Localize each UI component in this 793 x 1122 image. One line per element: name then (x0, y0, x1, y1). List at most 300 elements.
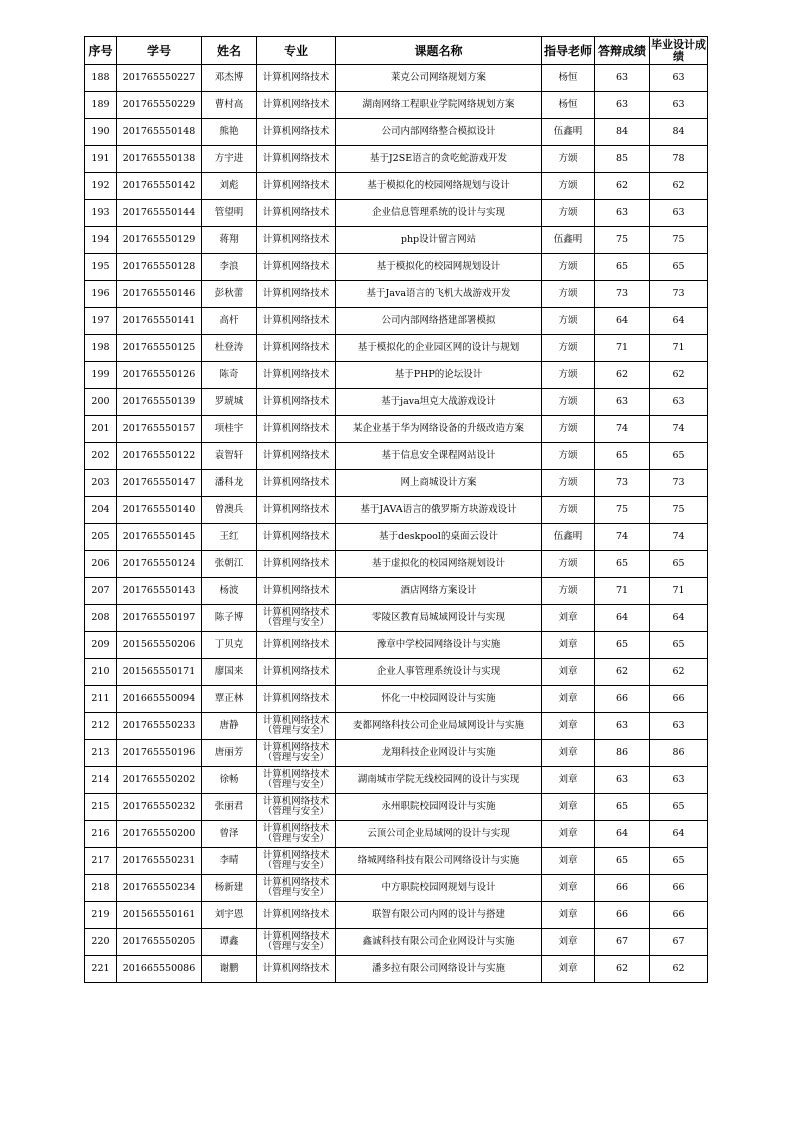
cell-defense-score: 62 (595, 173, 650, 200)
cell-name: 项桂宇 (202, 416, 257, 443)
cell-advisor: 刘章 (542, 767, 595, 794)
cell-major: 计算机网络技术 (257, 254, 336, 281)
table-row (85, 767, 708, 794)
cell-student-id: 201765550144 (117, 200, 202, 227)
cell-student-id: 201765550129 (117, 227, 202, 254)
cell-name: 王红 (202, 524, 257, 551)
cell-topic: 永州职院校园网设计与实施 (336, 794, 542, 821)
cell-defense-score: 66 (595, 902, 650, 929)
cell-topic: 某企业基于华为网络设备的升级改造方案 (336, 416, 542, 443)
cell-seq: 221 (85, 956, 117, 983)
cell-student-id: 201765550200 (117, 821, 202, 848)
table-row (85, 254, 708, 281)
cell-seq: 190 (85, 119, 117, 146)
cell-advisor: 方颂 (542, 551, 595, 578)
cell-defense-score: 65 (595, 443, 650, 470)
cell-topic: 鑫诚科技有限公司企业网设计与实施 (336, 929, 542, 956)
cell-topic: 企业信息管理系统的设计与实现 (336, 200, 542, 227)
cell-defense-score: 65 (595, 794, 650, 821)
cell-seq: 194 (85, 227, 117, 254)
cell-defense-score: 63 (595, 92, 650, 119)
cell-defense-score: 74 (595, 524, 650, 551)
cell-seq: 220 (85, 929, 117, 956)
cell-seq: 188 (85, 65, 117, 92)
cell-topic: 络城网络科技有限公司网络设计与实施 (336, 848, 542, 875)
cell-advisor: 方颂 (542, 335, 595, 362)
cell-student-id: 201665550086 (117, 956, 202, 983)
cell-seq: 189 (85, 92, 117, 119)
table-row (85, 875, 708, 902)
table-row (85, 416, 708, 443)
cell-seq: 216 (85, 821, 117, 848)
cell-final-score: 67 (650, 929, 708, 956)
cell-topic: 龙翔科技企业网设计与实施 (336, 740, 542, 767)
table-row (85, 551, 708, 578)
cell-name: 张丽君 (202, 794, 257, 821)
cell-seq: 212 (85, 713, 117, 740)
cell-name: 陈子博 (202, 605, 257, 632)
cell-major: 计算机网络技术（管理与安全） (257, 794, 336, 821)
table-row (85, 227, 708, 254)
cell-defense-score: 62 (595, 659, 650, 686)
cell-name: 袁智轩 (202, 443, 257, 470)
table-row (85, 956, 708, 983)
cell-defense-score: 85 (595, 146, 650, 173)
cell-student-id: 201765550229 (117, 92, 202, 119)
cell-seq: 201 (85, 416, 117, 443)
header-defense-score: 答辩成绩 (595, 37, 650, 65)
cell-topic: 零陵区教育局城域网设计与实现 (336, 605, 542, 632)
cell-major: 计算机网络技术 (257, 497, 336, 524)
cell-final-score: 62 (650, 173, 708, 200)
table-row (85, 929, 708, 956)
header-advisor: 指导老师 (542, 37, 595, 65)
cell-defense-score: 64 (595, 821, 650, 848)
cell-seq: 213 (85, 740, 117, 767)
cell-topic: 企业人事管理系统设计与实现 (336, 659, 542, 686)
cell-final-score: 66 (650, 686, 708, 713)
cell-advisor: 刘章 (542, 902, 595, 929)
cell-major: 计算机网络技术 (257, 686, 336, 713)
cell-name: 廖国来 (202, 659, 257, 686)
cell-major: 计算机网络技术 (257, 578, 336, 605)
cell-major: 计算机网络技术 (257, 65, 336, 92)
cell-advisor: 杨恒 (542, 65, 595, 92)
cell-advisor: 刘章 (542, 632, 595, 659)
cell-name: 高杆 (202, 308, 257, 335)
header-major: 专业 (257, 37, 336, 65)
cell-name: 徐畅 (202, 767, 257, 794)
cell-major: 计算机网络技术 (257, 389, 336, 416)
cell-topic: 酒店网络方案设计 (336, 578, 542, 605)
cell-student-id: 201565550161 (117, 902, 202, 929)
cell-student-id: 201765550227 (117, 65, 202, 92)
cell-seq: 200 (85, 389, 117, 416)
cell-major: 计算机网络技术 (257, 470, 336, 497)
cell-name: 张朝江 (202, 551, 257, 578)
cell-final-score: 64 (650, 821, 708, 848)
cell-defense-score: 73 (595, 470, 650, 497)
cell-defense-score: 65 (595, 632, 650, 659)
cell-topic: 公司内部网络整合模拟设计 (336, 119, 542, 146)
cell-final-score: 75 (650, 497, 708, 524)
cell-name: 杜登涛 (202, 335, 257, 362)
cell-advisor: 刘章 (542, 659, 595, 686)
cell-student-id: 201765550232 (117, 794, 202, 821)
cell-major: 计算机网络技术（管理与安全） (257, 740, 336, 767)
cell-final-score: 66 (650, 875, 708, 902)
cell-defense-score: 66 (595, 686, 650, 713)
table-row (85, 713, 708, 740)
cell-advisor: 方颂 (542, 254, 595, 281)
cell-topic: 基于模拟化的校园网络规划与设计 (336, 173, 542, 200)
cell-topic: 联智有限公司内网的设计与搭建 (336, 902, 542, 929)
cell-name: 李晴 (202, 848, 257, 875)
cell-advisor: 刘章 (542, 929, 595, 956)
cell-major: 计算机网络技术 (257, 308, 336, 335)
cell-name: 陈奇 (202, 362, 257, 389)
table-row (85, 65, 708, 92)
cell-name: 谢鹏 (202, 956, 257, 983)
cell-student-id: 201765550122 (117, 443, 202, 470)
cell-advisor: 刘章 (542, 956, 595, 983)
cell-major: 计算机网络技术（管理与安全） (257, 713, 336, 740)
cell-defense-score: 65 (595, 254, 650, 281)
cell-defense-score: 63 (595, 389, 650, 416)
cell-final-score: 74 (650, 416, 708, 443)
cell-advisor: 方颂 (542, 173, 595, 200)
cell-student-id: 201765550139 (117, 389, 202, 416)
cell-seq: 199 (85, 362, 117, 389)
cell-major: 计算机网络技术 (257, 281, 336, 308)
cell-advisor: 方颂 (542, 389, 595, 416)
cell-topic: 基于PHP的论坛设计 (336, 362, 542, 389)
cell-final-score: 65 (650, 632, 708, 659)
cell-topic: 麦都网络科技公司企业局域网设计与实施 (336, 713, 542, 740)
cell-name: 曾澳兵 (202, 497, 257, 524)
cell-student-id: 201765550147 (117, 470, 202, 497)
cell-topic: 基于J2SE语言的贪吃蛇游戏开发 (336, 146, 542, 173)
cell-topic: php设计留言网站 (336, 227, 542, 254)
cell-defense-score: 63 (595, 200, 650, 227)
cell-topic: 基于模拟化的校园网规划设计 (336, 254, 542, 281)
cell-name: 潘科龙 (202, 470, 257, 497)
table-row (85, 200, 708, 227)
cell-advisor: 方颂 (542, 578, 595, 605)
cell-seq: 210 (85, 659, 117, 686)
cell-student-id: 201765550197 (117, 605, 202, 632)
cell-final-score: 63 (650, 92, 708, 119)
table-row (85, 173, 708, 200)
cell-final-score: 63 (650, 767, 708, 794)
cell-topic: 怀化一中校园网设计与实施 (336, 686, 542, 713)
cell-defense-score: 62 (595, 956, 650, 983)
cell-seq: 204 (85, 497, 117, 524)
cell-student-id: 201765550233 (117, 713, 202, 740)
cell-final-score: 65 (650, 794, 708, 821)
cell-name: 管望明 (202, 200, 257, 227)
cell-student-id: 201765550125 (117, 335, 202, 362)
cell-seq: 215 (85, 794, 117, 821)
cell-defense-score: 86 (595, 740, 650, 767)
cell-major: 计算机网络技术 (257, 335, 336, 362)
table-header (85, 37, 708, 65)
cell-advisor: 方颂 (542, 281, 595, 308)
cell-student-id: 201765550140 (117, 497, 202, 524)
cell-major: 计算机网络技术 (257, 956, 336, 983)
table-row (85, 389, 708, 416)
cell-name: 蒋翔 (202, 227, 257, 254)
table-row (85, 281, 708, 308)
table-row (85, 578, 708, 605)
cell-final-score: 65 (650, 848, 708, 875)
cell-final-score: 65 (650, 551, 708, 578)
cell-name: 丁贝克 (202, 632, 257, 659)
cell-name: 谭鑫 (202, 929, 257, 956)
cell-name: 方宇进 (202, 146, 257, 173)
table-row (85, 470, 708, 497)
header-name: 姓名 (202, 37, 257, 65)
table-row (85, 605, 708, 632)
cell-defense-score: 63 (595, 65, 650, 92)
cell-name: 覃正林 (202, 686, 257, 713)
cell-student-id: 201765550202 (117, 767, 202, 794)
cell-topic: 潘多拉有限公司网络设计与实施 (336, 956, 542, 983)
cell-major: 计算机网络技术 (257, 119, 336, 146)
cell-name: 罗琥城 (202, 389, 257, 416)
cell-student-id: 201765550128 (117, 254, 202, 281)
cell-student-id: 201765550148 (117, 119, 202, 146)
cell-seq: 196 (85, 281, 117, 308)
cell-advisor: 刘章 (542, 713, 595, 740)
cell-final-score: 62 (650, 362, 708, 389)
cell-major: 计算机网络技术 (257, 416, 336, 443)
cell-major: 计算机网络技术 (257, 524, 336, 551)
cell-name: 李浪 (202, 254, 257, 281)
cell-advisor: 方颂 (542, 146, 595, 173)
cell-final-score: 63 (650, 389, 708, 416)
cell-advisor: 方颂 (542, 416, 595, 443)
cell-seq: 192 (85, 173, 117, 200)
cell-advisor: 方颂 (542, 443, 595, 470)
cell-seq: 195 (85, 254, 117, 281)
grade-table (84, 36, 708, 983)
cell-seq: 191 (85, 146, 117, 173)
cell-advisor: 伍鑫明 (542, 524, 595, 551)
cell-defense-score: 62 (595, 362, 650, 389)
cell-topic: 莱克公司网络规划方案 (336, 65, 542, 92)
cell-student-id: 201765550138 (117, 146, 202, 173)
cell-name: 刘彪 (202, 173, 257, 200)
cell-advisor: 方颂 (542, 308, 595, 335)
cell-final-score: 71 (650, 578, 708, 605)
table-row (85, 524, 708, 551)
cell-name: 唐静 (202, 713, 257, 740)
cell-major: 计算机网络技术 (257, 227, 336, 254)
cell-defense-score: 66 (595, 875, 650, 902)
cell-student-id: 201765550234 (117, 875, 202, 902)
cell-student-id: 201565550171 (117, 659, 202, 686)
cell-seq: 208 (85, 605, 117, 632)
cell-final-score: 63 (650, 65, 708, 92)
table-row (85, 362, 708, 389)
cell-advisor: 伍鑫明 (542, 227, 595, 254)
cell-student-id: 201765550146 (117, 281, 202, 308)
table-row (85, 686, 708, 713)
cell-major: 计算机网络技术（管理与安全） (257, 875, 336, 902)
table-row (85, 92, 708, 119)
cell-student-id: 201765550142 (117, 173, 202, 200)
cell-name: 曹村高 (202, 92, 257, 119)
cell-seq: 205 (85, 524, 117, 551)
cell-major: 计算机网络技术 (257, 443, 336, 470)
cell-seq: 217 (85, 848, 117, 875)
cell-seq: 209 (85, 632, 117, 659)
cell-major: 计算机网络技术 (257, 551, 336, 578)
cell-major: 计算机网络技术（管理与安全） (257, 605, 336, 632)
cell-advisor: 刘章 (542, 848, 595, 875)
cell-seq: 198 (85, 335, 117, 362)
cell-student-id: 201765550157 (117, 416, 202, 443)
cell-final-score: 74 (650, 524, 708, 551)
cell-topic: 基于deskpool的桌面云设计 (336, 524, 542, 551)
cell-advisor: 方颂 (542, 470, 595, 497)
cell-final-score: 63 (650, 713, 708, 740)
cell-seq: 206 (85, 551, 117, 578)
cell-final-score: 62 (650, 956, 708, 983)
cell-defense-score: 74 (595, 416, 650, 443)
cell-advisor: 方颂 (542, 200, 595, 227)
cell-student-id: 201765550143 (117, 578, 202, 605)
cell-student-id: 201765550196 (117, 740, 202, 767)
cell-major: 计算机网络技术 (257, 146, 336, 173)
cell-major: 计算机网络技术 (257, 200, 336, 227)
cell-name: 邓杰博 (202, 65, 257, 92)
cell-topic: 公司内部网络搭建部署模拟 (336, 308, 542, 335)
cell-topic: 网上商城设计方案 (336, 470, 542, 497)
cell-final-score: 73 (650, 470, 708, 497)
cell-seq: 219 (85, 902, 117, 929)
table-row (85, 497, 708, 524)
cell-name: 唐丽芳 (202, 740, 257, 767)
cell-final-score: 65 (650, 443, 708, 470)
cell-name: 曾泽 (202, 821, 257, 848)
cell-advisor: 刘章 (542, 821, 595, 848)
cell-topic: 基于信息安全课程网站设计 (336, 443, 542, 470)
table-row (85, 848, 708, 875)
cell-student-id: 201765550126 (117, 362, 202, 389)
cell-topic: 基于java坦克大战游戏设计 (336, 389, 542, 416)
cell-final-score: 65 (650, 254, 708, 281)
cell-major: 计算机网络技术 (257, 632, 336, 659)
cell-advisor: 方颂 (542, 497, 595, 524)
cell-advisor: 伍鑫明 (542, 119, 595, 146)
cell-seq: 214 (85, 767, 117, 794)
cell-major: 计算机网络技术 (257, 362, 336, 389)
cell-student-id: 201565550206 (117, 632, 202, 659)
cell-advisor: 刘章 (542, 740, 595, 767)
cell-name: 杨波 (202, 578, 257, 605)
cell-name: 熊艳 (202, 119, 257, 146)
cell-student-id: 201765550145 (117, 524, 202, 551)
cell-final-score: 84 (650, 119, 708, 146)
cell-student-id: 201765550141 (117, 308, 202, 335)
cell-seq: 197 (85, 308, 117, 335)
cell-major: 计算机网络技术 (257, 92, 336, 119)
cell-final-score: 86 (650, 740, 708, 767)
cell-major: 计算机网络技术（管理与安全） (257, 821, 336, 848)
table-row (85, 659, 708, 686)
table-row (85, 632, 708, 659)
cell-advisor: 刘章 (542, 686, 595, 713)
cell-seq: 211 (85, 686, 117, 713)
cell-student-id: 201765550231 (117, 848, 202, 875)
cell-defense-score: 64 (595, 605, 650, 632)
cell-defense-score: 65 (595, 551, 650, 578)
cell-defense-score: 63 (595, 713, 650, 740)
cell-name: 刘宇恩 (202, 902, 257, 929)
table-row (85, 902, 708, 929)
cell-student-id: 201665550094 (117, 686, 202, 713)
cell-advisor: 刘章 (542, 794, 595, 821)
table-row (85, 335, 708, 362)
cell-final-score: 64 (650, 308, 708, 335)
cell-topic: 基于虚拟化的校园网络规划设计 (336, 551, 542, 578)
table-row (85, 146, 708, 173)
cell-major: 计算机网络技术（管理与安全） (257, 767, 336, 794)
table-row (85, 821, 708, 848)
cell-seq: 207 (85, 578, 117, 605)
cell-topic: 中方职院校园网规划与设计 (336, 875, 542, 902)
cell-defense-score: 84 (595, 119, 650, 146)
cell-student-id: 201765550205 (117, 929, 202, 956)
table-row (85, 794, 708, 821)
cell-topic: 豫章中学校园网络设计与实施 (336, 632, 542, 659)
cell-major: 计算机网络技术 (257, 902, 336, 929)
table-row (85, 443, 708, 470)
cell-defense-score: 67 (595, 929, 650, 956)
cell-defense-score: 64 (595, 308, 650, 335)
cell-final-score: 71 (650, 335, 708, 362)
header-seq: 序号 (85, 37, 117, 65)
cell-name: 彭秋蕾 (202, 281, 257, 308)
cell-advisor: 杨恒 (542, 92, 595, 119)
cell-final-score: 63 (650, 200, 708, 227)
cell-defense-score: 71 (595, 578, 650, 605)
cell-defense-score: 75 (595, 227, 650, 254)
cell-topic: 基于JAVA语言的俄罗斯方块游戏设计 (336, 497, 542, 524)
cell-major: 计算机网络技术（管理与安全） (257, 929, 336, 956)
header-row (85, 37, 708, 65)
cell-final-score: 73 (650, 281, 708, 308)
cell-defense-score: 73 (595, 281, 650, 308)
cell-final-score: 66 (650, 902, 708, 929)
cell-final-score: 62 (650, 659, 708, 686)
table-row (85, 740, 708, 767)
cell-topic: 湖南城市学院无线校园网的设计与实现 (336, 767, 542, 794)
cell-defense-score: 65 (595, 848, 650, 875)
cell-name: 杨新建 (202, 875, 257, 902)
cell-major: 计算机网络技术 (257, 659, 336, 686)
cell-student-id: 201765550124 (117, 551, 202, 578)
table-row (85, 119, 708, 146)
cell-seq: 218 (85, 875, 117, 902)
cell-major: 计算机网络技术（管理与安全） (257, 848, 336, 875)
cell-advisor: 方颂 (542, 362, 595, 389)
header-topic: 课题名称 (336, 37, 542, 65)
cell-final-score: 78 (650, 146, 708, 173)
cell-major: 计算机网络技术 (257, 173, 336, 200)
